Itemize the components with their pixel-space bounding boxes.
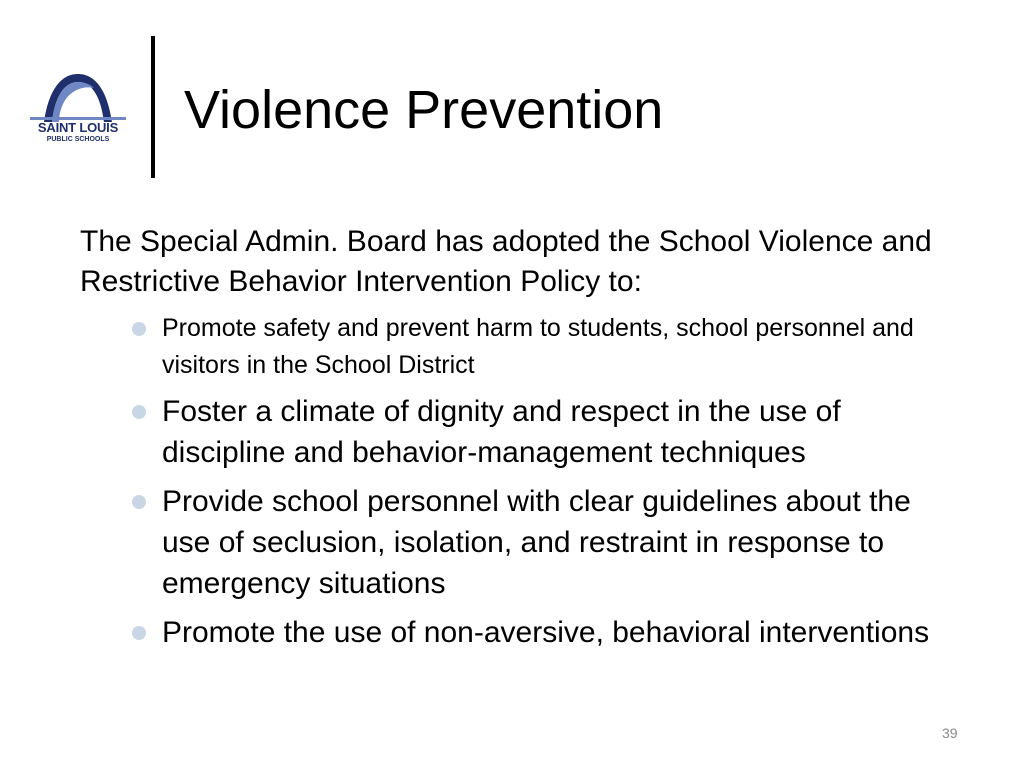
saint-louis-public-schools-logo (26, 72, 138, 150)
page-number: 39 (942, 725, 958, 741)
bullet-text: Promote the use of non-aversive, behavioral interventions (162, 616, 930, 649)
logo-subtitle: PUBLIC SCHOOLS (46, 136, 110, 143)
logo-name: SAINT LOUIS (37, 120, 119, 135)
bullet-text: Foster a climate of dignity and respect in the use of discipline and behavior-management techniques (162, 395, 841, 469)
slide-title: Violence Prevention (184, 80, 664, 140)
list-item (130, 612, 950, 653)
bullet-text: Promote safety and prevent harm to students, school personnel and visitors in the School District (162, 314, 914, 379)
list-item (130, 391, 950, 473)
list-item (130, 481, 950, 604)
gateway-arch-icon (26, 72, 130, 122)
list-item (130, 310, 950, 384)
intro-text: The Special Admin. Board has adopted the School Violence and Restrictive Behavior Intervention Policy to: (80, 225, 932, 298)
bullet-dot-icon (132, 626, 146, 640)
bullet-dot-icon (132, 322, 146, 336)
bullet-dot-icon (132, 405, 146, 419)
bullet-list (130, 310, 950, 661)
bullet-text: Provide school personnel with clear guidelines about the use of seclusion, isolation, and restraint in response to emergency situations (162, 485, 911, 600)
title-divider (151, 36, 155, 178)
bullet-dot-icon (132, 495, 146, 509)
